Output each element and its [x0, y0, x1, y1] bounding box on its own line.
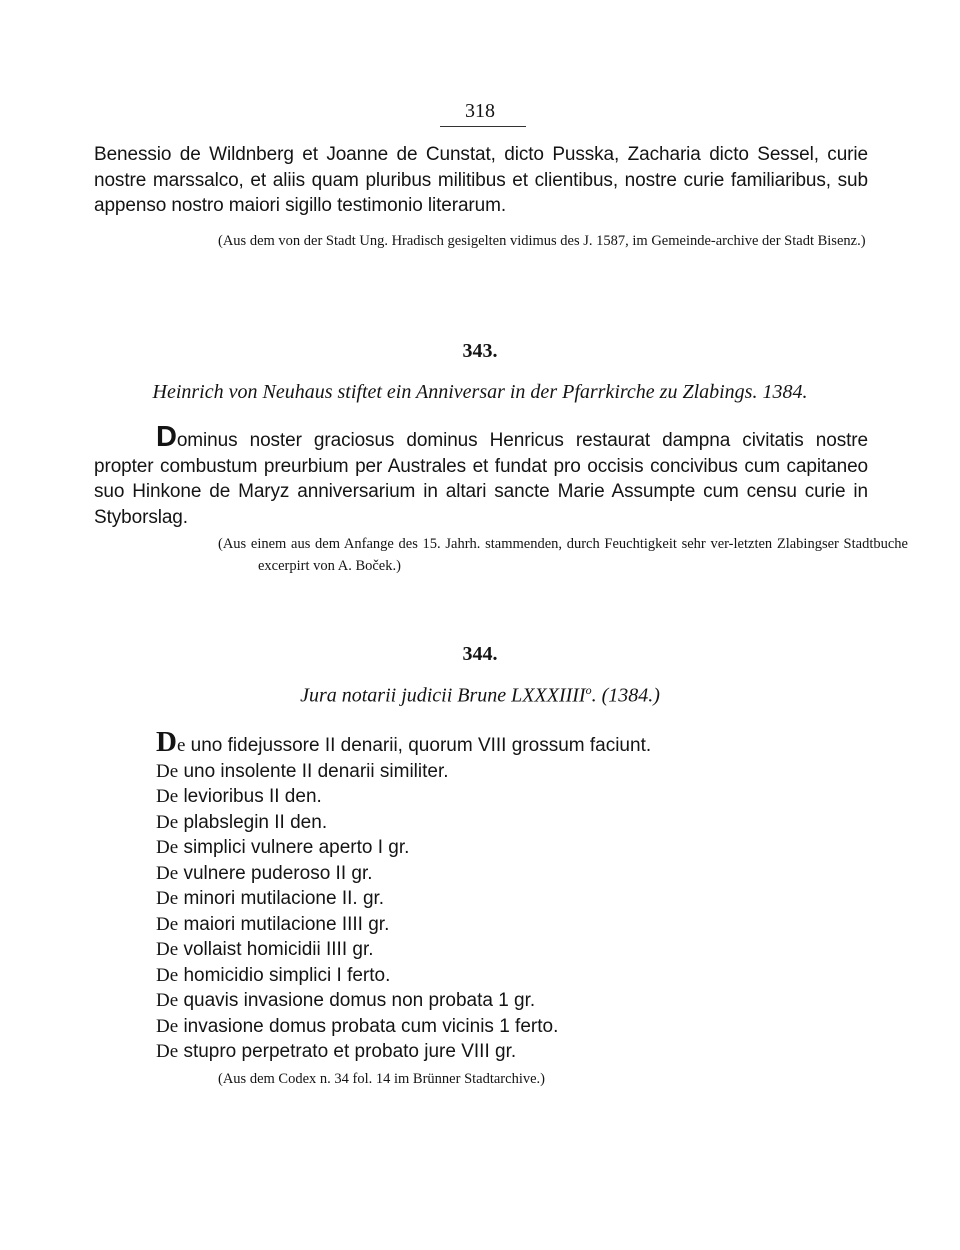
section-343-dropcap: D — [156, 421, 177, 453]
entry-text: uno insolente II denarii similiter. — [183, 760, 449, 782]
entry-lead: De — [156, 913, 179, 935]
entry-lead: De — [156, 964, 179, 986]
page-number: 318 — [465, 100, 495, 122]
section-343-title: Heinrich von Neuhaus stiftet ein Anniversar in der Pfarrkirche zu Zlabings. 1384. — [152, 381, 808, 403]
entry-line — [156, 1039, 651, 1065]
section-343-number: 343. — [462, 340, 498, 362]
entry-text: maiori mutilacione IIII gr. — [183, 913, 390, 935]
entry-line — [156, 728, 651, 759]
entry-line — [156, 835, 651, 861]
entry-lead: De — [156, 990, 179, 1011]
section-344-number: 344. — [462, 643, 498, 665]
section-343-body — [94, 423, 868, 530]
section-343-body-text: ominus noster graciosus dominus Henricus restaurat dampna civitatis nostre propter combustum preurbium per Australes et fundat pro occisis concivibus cum capitaneo suo Hinkone de Maryz anniversarium in altari sancte Marie Assumpte cum censu curie in Styborslag. — [94, 430, 868, 528]
entry-line — [156, 963, 651, 989]
section-344-title-sup: o — [585, 683, 592, 697]
section-344-title-end: . (1384.) — [591, 684, 660, 707]
entry-lead: De — [156, 760, 179, 782]
entry-line — [156, 912, 651, 938]
entry-dropcap: D — [156, 726, 177, 758]
entry-text: quavis invasione domus non probata 1 gr. — [183, 990, 536, 1011]
entry-lead: De — [156, 837, 179, 858]
entry-text: stupro perpetrato et probato jure VIII gr. — [183, 1041, 517, 1062]
entry-line — [156, 810, 651, 836]
continuation-paragraph: Benessio de Wildnberg et Joanne de Cunstat, dicto Pusska, Zacharia dicto Sessel, curie nostre marssalco, et aliis quam pluribus militibus et clientibus, nostre curie familiaribus, sub appenso nostro maiori sigillo testimonio literarum. — [94, 144, 868, 216]
entry-line — [156, 861, 651, 887]
entry-line — [156, 1014, 651, 1040]
entry-text: vulnere puderoso II gr. — [183, 862, 373, 884]
entry-text: plabslegin II den. — [183, 811, 328, 833]
continuation-source-note: (Aus dem von der Stadt Ung. Hradisch gesigelten vidimus des J. 1587, im Gemeinde-archive der Stadt Bisenz.) — [218, 233, 866, 249]
entry-lead: De — [156, 862, 179, 884]
entry-text: simplici vulnere aperto I gr. — [183, 837, 410, 858]
entry-lead — [156, 726, 186, 758]
section-343-source-note: (Aus einem aus dem Anfange des 15. Jahrh. stammenden, durch Feuchtigkeit sehr ver-letzten Zlabingser Stadtbuche excerpirt von A. Boček.) — [218, 536, 908, 574]
section-344-title-text: Jura notarii judicii Brune LXXXIIII — [300, 684, 586, 707]
entry-lead: De — [156, 1015, 179, 1037]
entry-line — [156, 886, 651, 912]
entry-line — [156, 988, 651, 1014]
entry-lead: De — [156, 811, 179, 833]
entry-lead-rest: e — [176, 735, 186, 756]
entry-lead: De — [156, 1041, 179, 1062]
entry-text: minori mutilacione II. gr. — [183, 888, 385, 909]
entry-text: invasione domus probata cum vicinis 1 ferto. — [183, 1015, 559, 1037]
entry-line — [156, 784, 651, 810]
entry-text: vollaist homicidii IIII gr. — [183, 939, 374, 960]
entry-text: homicidio simplici I ferto. — [183, 964, 391, 986]
entry-lead: De — [156, 888, 179, 909]
section-344-entries — [156, 728, 651, 1065]
entry-text: levioribus II den. — [183, 786, 322, 807]
entry-lead: De — [156, 786, 179, 807]
section-344-title — [0, 683, 960, 708]
page-number-rule — [440, 126, 526, 127]
entry-lead: De — [156, 939, 179, 960]
section-344-source-note: (Aus dem Codex n. 34 fol. 14 im Brünner Stadtarchive.) — [218, 1071, 545, 1087]
entry-line — [156, 759, 651, 785]
entry-line — [156, 937, 651, 963]
entry-text: uno fidejussore II denarii, quorum VIII grossum faciunt. — [190, 735, 652, 756]
